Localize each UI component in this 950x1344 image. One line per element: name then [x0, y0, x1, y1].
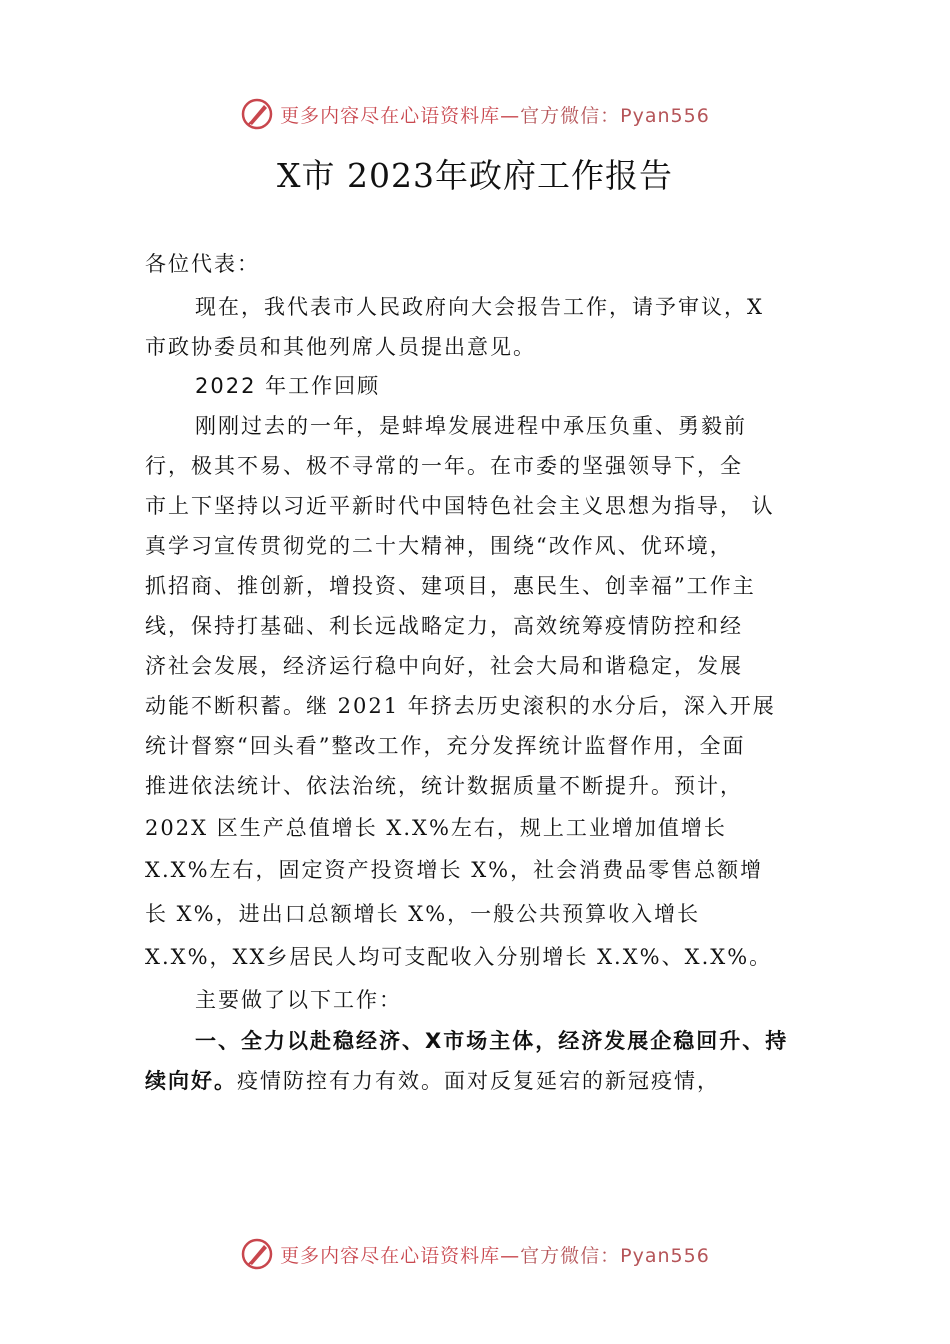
paragraph-line: 刚刚过去的一年，是蚌埠发展进程中承压负重、勇毅前 — [195, 414, 747, 438]
paragraph-line: X.X%，XX乡居民人均可支配收入分别增长 X.X%、X.X%。 — [145, 945, 773, 969]
watermark-banner-bottom — [0, 1232, 950, 1276]
point-heading: 一、全力以赴稳经济、X市场主体，经济发展企稳回升、持 — [195, 1029, 789, 1053]
quill-seal-icon — [240, 97, 274, 131]
paragraph-line: 真学习宣传贯彻党的二十大精神，围绕“改作风、优环境， — [145, 534, 733, 558]
paragraph-line: 动能不断积蓄。继 2021 年挤去历史滚积的水分后，深入开展 — [145, 694, 776, 718]
watermark-text: 更多内容尽在心语资料库—官方微信：Pyan556 — [280, 104, 710, 127]
work-intro: 主要做了以下工作： — [195, 988, 402, 1012]
point-heading-tail: 续向好。 — [145, 1069, 237, 1093]
salutation: 各位代表： — [145, 252, 260, 276]
paragraph-line: 行，极其不易、极不寻常的一年。在市委的坚强领导下，全 — [145, 454, 743, 478]
point-line — [145, 1061, 720, 1101]
point-text: 疫情防控有力有效。面对反复延宕的新冠疫情， — [237, 1069, 720, 1093]
watermark-text: 更多内容尽在心语资料库—官方微信：Pyan556 — [280, 1244, 710, 1267]
paragraph-line: 线，保持打基础、利长远战略定力，高效统筹疫情防控和经 — [145, 614, 743, 638]
quill-seal-icon — [240, 1237, 274, 1271]
paragraph-line: 长 X%，进出口总额增长 X%，一般公共预算收入增长 — [145, 902, 701, 926]
paragraph-line: X.X%左右，固定资产投资增长 X%，社会消费品零售总额增 — [145, 858, 764, 882]
paragraph-line: 统计督察“回头看”整改工作，充分发挥统计监督作用，全面 — [145, 734, 746, 758]
intro-line: 市政协委员和其他列席人员提出意见。 — [145, 335, 536, 359]
paragraph-line: 抓招商、推创新，增投资、建项目，惠民生、创幸福”工作主 — [145, 574, 756, 598]
paragraph-line: 202X 区生产总值增长 X.X%左右，规上工业增加值增长 — [145, 816, 727, 840]
intro-line: 现在，我代表市人民政府向大会报告工作，请予审议，X — [195, 295, 764, 319]
paragraph-line: 市上下坚持以习近平新时代中国特色社会主义思想为指导， 认 — [145, 494, 775, 518]
document-title: X市 2023年政府工作报告 — [277, 156, 673, 195]
paragraph-line: 济社会发展，经济运行稳中向好，社会大局和谐稳定，发展 — [145, 654, 743, 678]
section-heading: 2022 年工作回顾 — [195, 374, 381, 398]
watermark-banner-top — [0, 92, 950, 136]
paragraph-line: 推进依法统计、依法治统，统计数据质量不断提升。预计， — [145, 774, 743, 798]
